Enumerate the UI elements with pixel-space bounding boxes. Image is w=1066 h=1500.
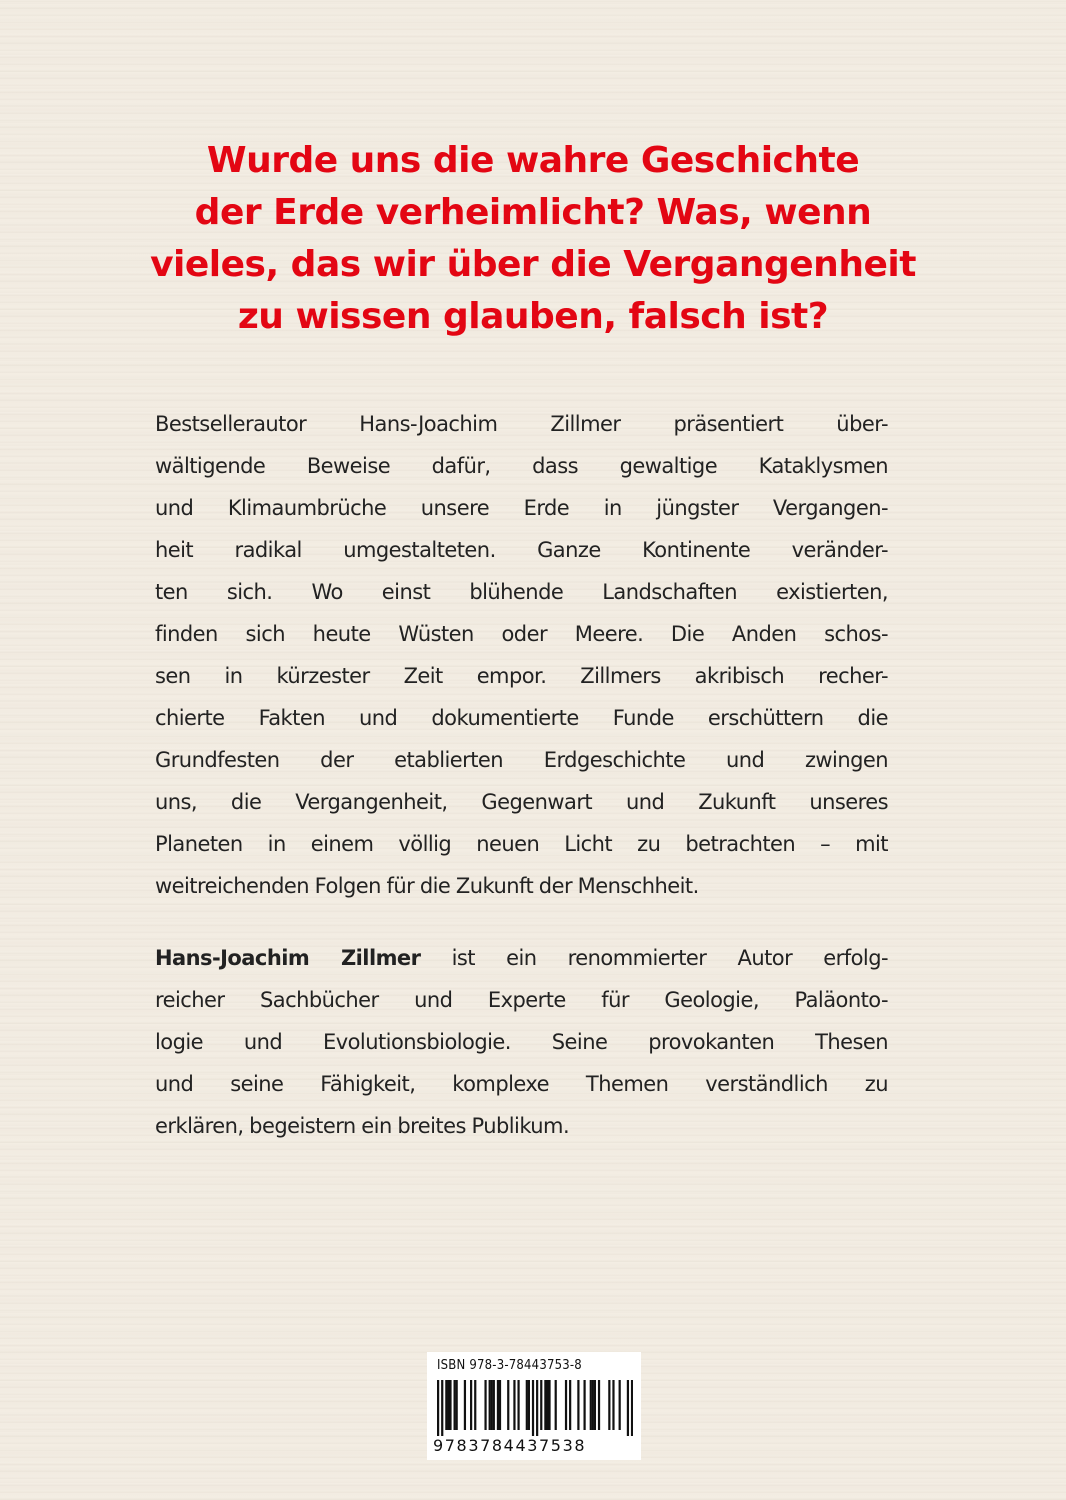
bio-line: logie und Evolutionsbiologie. Seine provokanten Thesen bbox=[155, 1030, 888, 1054]
barcode-icon bbox=[437, 1380, 633, 1436]
bio-line: und seine Fähigkeit, komplexe Themen verständlich zu bbox=[155, 1072, 888, 1096]
barcode-bar bbox=[619, 1380, 621, 1430]
headline bbox=[120, 135, 946, 343]
barcode-bar bbox=[507, 1380, 509, 1430]
author-name: Hans-Joachim Zillmer bbox=[155, 946, 421, 970]
barcode-bar bbox=[464, 1380, 466, 1430]
barcode-bar bbox=[497, 1380, 499, 1430]
headline-line: vieles, das wir über die Vergangenheit bbox=[150, 244, 916, 285]
barcode-bar bbox=[569, 1380, 571, 1430]
barcode-bar bbox=[577, 1380, 579, 1430]
barcode-bar bbox=[536, 1380, 538, 1436]
book-description bbox=[155, 403, 888, 907]
barcode-bar bbox=[447, 1380, 449, 1430]
description-line: chierte Fakten und dokumentierte Funde erschüttern die bbox=[155, 706, 888, 730]
barcode-bar bbox=[489, 1380, 491, 1430]
barcode-bar bbox=[526, 1380, 528, 1430]
headline-line: Wurde uns die wahre Geschichte bbox=[206, 140, 860, 181]
barcode-bar bbox=[555, 1380, 557, 1430]
barcode-bar bbox=[454, 1380, 456, 1430]
barcode-bar bbox=[474, 1380, 476, 1430]
description-line: Bestsellerautor Hans-Joachim Zillmer präsentiert über- bbox=[155, 412, 888, 436]
barcode-bar bbox=[470, 1380, 472, 1430]
description-line: sen in kürzester Zeit empor. Zillmers akribisch recher- bbox=[155, 664, 888, 688]
barcode-bar bbox=[456, 1380, 458, 1430]
bio-line: reicher Sachbücher und Experte für Geologie, Paläonto- bbox=[155, 988, 888, 1012]
barcode-bar bbox=[493, 1380, 495, 1430]
barcode-bar bbox=[608, 1380, 610, 1430]
barcode-bar bbox=[548, 1380, 550, 1430]
headline-line: der Erde verheimlicht? Was, wenn bbox=[194, 192, 872, 233]
barcode-bar bbox=[499, 1380, 501, 1430]
barcode-bar bbox=[546, 1380, 548, 1430]
barcode-bar bbox=[528, 1380, 530, 1430]
author-bio bbox=[155, 937, 888, 1147]
barcode-bar bbox=[598, 1380, 600, 1430]
headline-line: zu wissen glauben, falsch ist? bbox=[237, 296, 829, 337]
barcode-bar bbox=[513, 1380, 515, 1430]
barcode-bar bbox=[583, 1380, 585, 1430]
barcode-bar bbox=[594, 1380, 596, 1430]
barcode-bar bbox=[491, 1380, 493, 1430]
barcode-bar bbox=[544, 1380, 546, 1430]
barcode-bar bbox=[437, 1380, 439, 1436]
description-line: ten sich. Wo einst blühende Landschaften existierten, bbox=[155, 580, 888, 604]
barcode-label bbox=[427, 1352, 641, 1460]
description-line: uns, die Vergangenheit, Gegenwart und Zukunft unseres bbox=[155, 790, 888, 814]
barcode-bar bbox=[592, 1380, 594, 1430]
description-line: finden sich heute Wüsten oder Meere. Die Anden schos- bbox=[155, 622, 888, 646]
isbn-number: ISBN 978-3-78443753-8 bbox=[437, 1358, 582, 1373]
bio-line: erklären, begeistern ein breites Publikum. bbox=[155, 1114, 570, 1138]
barcode-bar bbox=[532, 1380, 534, 1436]
ean-digits: 9783784437538 bbox=[433, 1436, 587, 1455]
description-line: Grundfesten der etablierten Erdgeschichte und zwingen bbox=[155, 748, 888, 772]
description-line: heit radikal umgestalteten. Ganze Kontinente veränder- bbox=[155, 538, 888, 562]
description-line: und Klimaumbrüche unsere Erde in jüngster Vergangen- bbox=[155, 496, 888, 520]
barcode-bar bbox=[565, 1380, 567, 1430]
barcode-bar bbox=[612, 1380, 614, 1430]
barcode-bar bbox=[449, 1380, 451, 1430]
barcode-bar bbox=[441, 1380, 443, 1436]
barcode-bar bbox=[590, 1380, 592, 1430]
barcode-bar bbox=[517, 1380, 519, 1430]
description-line: Planeten in einem völlig neuen Licht zu betrachten – mit bbox=[155, 832, 888, 856]
bio-line bbox=[155, 937, 888, 979]
description-line: weitreichenden Folgen für die Zukunft der Menschheit. bbox=[155, 874, 699, 898]
barcode-bar bbox=[627, 1380, 629, 1436]
barcode-bar bbox=[540, 1380, 542, 1430]
barcode-bar bbox=[445, 1380, 447, 1430]
bio-line-rest: ist ein renommierter Autor erfolg- bbox=[420, 946, 888, 970]
barcode-bar bbox=[631, 1380, 633, 1436]
description-line: wältigende Beweise dafür, dass gewaltige Kataklysmen bbox=[155, 454, 888, 478]
barcode-bar bbox=[484, 1380, 486, 1430]
